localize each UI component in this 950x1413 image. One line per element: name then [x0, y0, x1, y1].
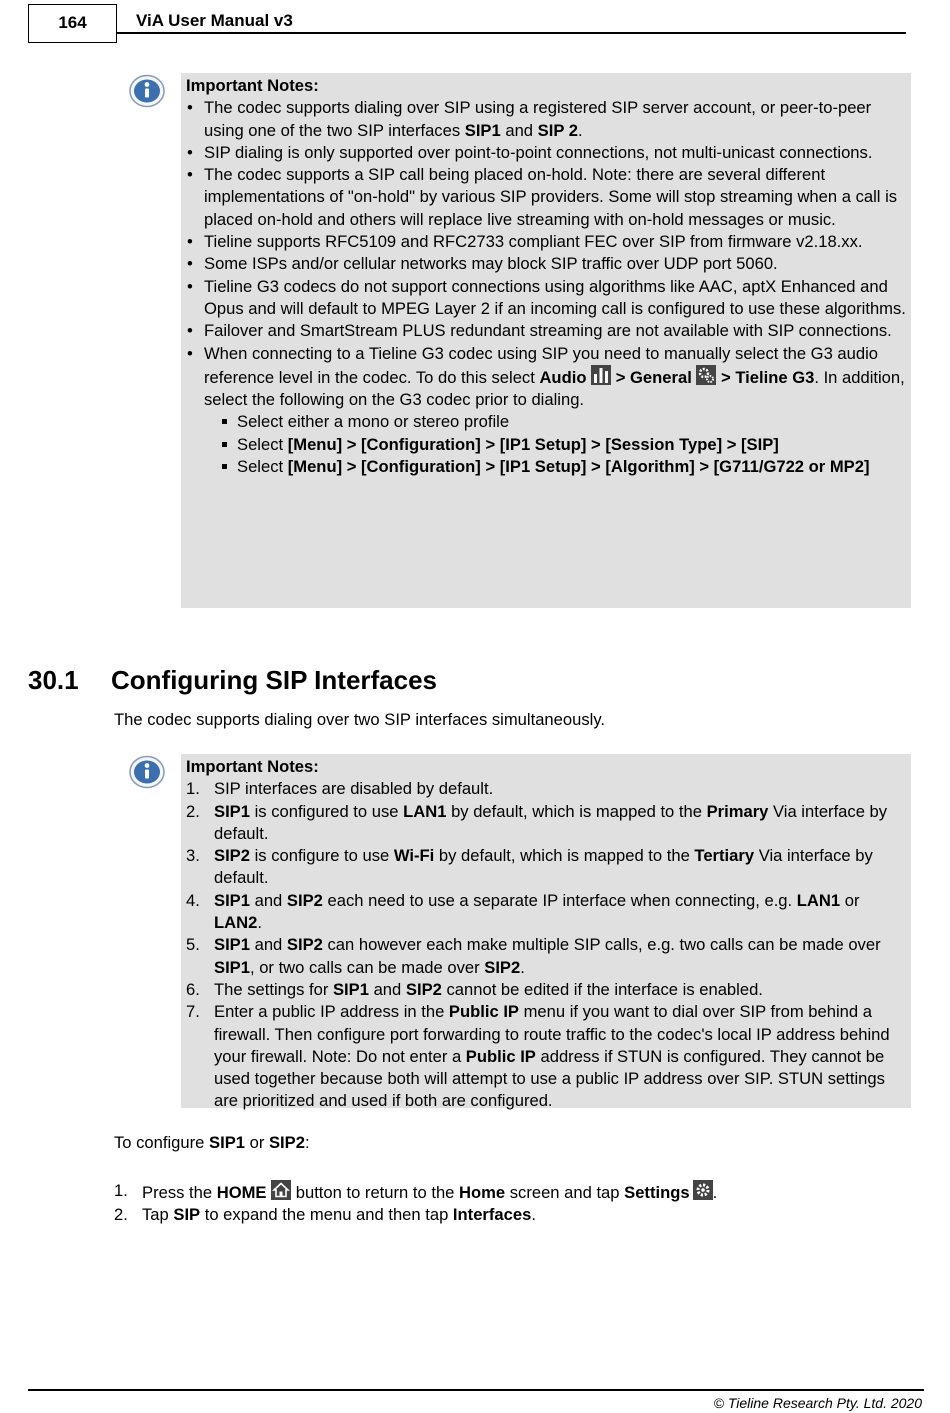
header-rule — [117, 32, 906, 34]
home-icon — [271, 1180, 291, 1200]
configure-paragraph: To configure SIP1 or SIP2: — [114, 1133, 310, 1152]
list-item: 2. SIP1 is configured to use LAN1 by default, which is mapped to the Primary Via interface by default. — [186, 801, 888, 843]
list-item: Select [Menu] > [Configuration] > [IP1 Setup] > [Session Type] > [SIP] — [204, 434, 907, 456]
steps — [114, 1180, 894, 1227]
important-notes-box — [181, 73, 911, 608]
list-item: 3. SIP2 is configure to use Wi-Fi by default, which is mapped to the Tertiary Via interface by default. — [186, 846, 873, 888]
list-item: 4. SIP1 and SIP2 each need to use a separate IP interface when connecting, e.g. LAN1 or LAN2. — [186, 890, 860, 933]
notes-list — [186, 97, 907, 478]
list-item: Select either a mono or stereo profile — [204, 411, 907, 433]
page-number: 164 — [28, 4, 117, 43]
info-icon — [129, 74, 165, 108]
list-item: • Tieline supports RFC5109 and RFC2733 compliant FEC over SIP from firmware v2.18.xx. — [186, 231, 907, 253]
list-item: • Failover and SmartStream PLUS redundant streaming are not available with SIP connections. — [186, 320, 907, 342]
settings-icon — [693, 1180, 713, 1200]
footer-rule — [28, 1389, 924, 1391]
settings-icon — [696, 365, 716, 385]
info-icon — [129, 755, 165, 789]
list-item: 5. SIP1 and SIP2 can however each make multiple SIP calls, e.g. two calls can be made over SIP1, or two calls can be made over SIP2. — [186, 935, 881, 977]
manual-title: ViA User Manual v3 — [136, 11, 293, 30]
list-item: • The codec supports dialing over SIP using a registered SIP server account, or peer-to-peer using one of the two SIP interfaces SIP1 and SIP 2. — [186, 97, 907, 142]
list-item: 6. The settings for SIP1 and SIP2 cannot be edited if the interface is enabled. — [186, 979, 763, 999]
list-item: 2. Tap SIP to expand the menu and then tap Interfaces. — [114, 1205, 536, 1225]
list-item: • SIP dialing is only supported over point-to-point connections, not multi-unicast connections. — [186, 142, 907, 164]
important-notes-box — [181, 754, 911, 1111]
list-item: • When connecting to a Tieline G3 codec using SIP you need to manually select the G3 audio reference level in the codec. To do this select Audio > General > Tieline G3. In addition, select the following on the G3 codec prior to dialing. Select either a mono or stereo profile Select [Menu] > [Configuration] > [IP1 Setup] > [Session Type] > [SIP] Select [Menu] > [Configuration] > [IP1 Setup] > [Algorithm] > [G711/G722 or MP2] — [186, 343, 907, 479]
list-item: 1. SIP interfaces are disabled by default. — [186, 779, 494, 799]
notes-title: Important Notes: — [186, 757, 319, 776]
notes-list — [186, 778, 907, 1112]
list-item: • Tieline G3 codecs do not support connections using algorithms like AAC, aptX Enhanced and Opus and will default to MPEG Layer 2 if an incoming call is configured to use these algorithms. — [186, 276, 907, 321]
audio-icon — [591, 365, 611, 385]
list-item: 1. Press the HOME button to return to the Home screen and tap Settings . — [114, 1181, 718, 1202]
steps-list — [114, 1180, 894, 1227]
section-number: 30.1 — [28, 665, 79, 695]
section-title: Configuring SIP Interfaces — [111, 665, 438, 695]
list-item: • The codec supports a SIP call being placed on-hold. Note: there are several different implementations of "on-hold" by various SIP providers. Some will stop streaming when a call is placed on-hold and others will replace live streaming with on-hold messages or music. — [186, 164, 907, 231]
sub-list — [204, 411, 907, 478]
list-item: • Some ISPs and/or cellular networks may block SIP traffic over UDP port 5060. — [186, 253, 907, 275]
intro-paragraph: The codec supports dialing over two SIP interfaces simultaneously. — [114, 710, 605, 729]
notes-title: Important Notes: — [186, 76, 319, 95]
copyright: © Tieline Research Pty. Ltd. 2020 — [713, 1395, 922, 1411]
list-item: Select [Menu] > [Configuration] > [IP1 Setup] > [Algorithm] > [G711/G722 or MP2] — [204, 456, 907, 478]
list-item: 7. Enter a public IP address in the Public IP menu if you want to dial over SIP from behind a firewall. Then configure port forwarding to route traffic to the codec's local IP address behind your firewall. Note: Do not enter a Public IP address if STUN is configured. They cannot be used together because both will attempt to use a public IP address over SIP. STUN settings are prioritized and used if both are configured. — [186, 1002, 890, 1111]
